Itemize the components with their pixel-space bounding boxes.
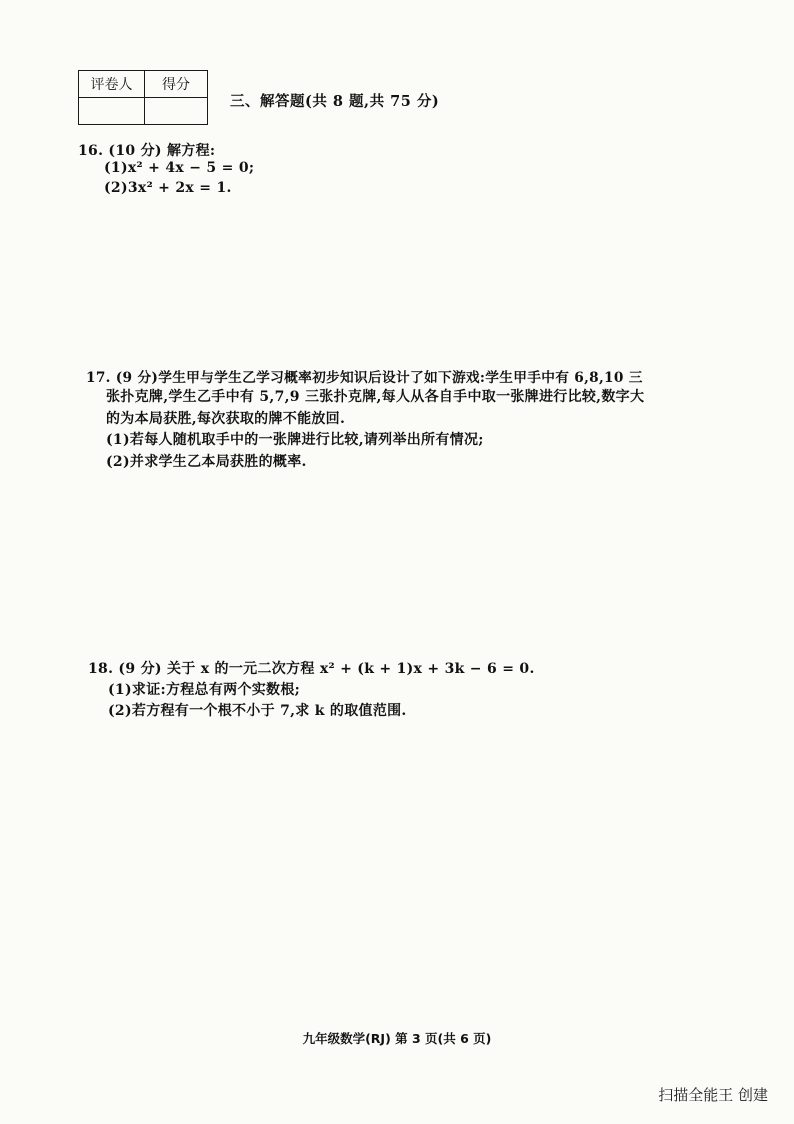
q17-line2: 张扑克牌,学生乙手中有 5,7,9 三张扑克牌,每人从各自手中取一张牌进行比较,数字大 <box>106 389 645 405</box>
page-footer: 九年级数学(RJ) 第 3 页(共 6 页) <box>302 1031 492 1046</box>
q17-line3: 的为本局获胜,每次获取的牌不能放回. <box>106 411 346 427</box>
scanner-watermark: 扫描全能王 创建 <box>658 1086 768 1104</box>
q17-line1: 17. (9 分)学生甲与学生乙学习概率初步知识后设计了如下游戏:学生甲手中有 6,8,10 三 <box>86 370 643 386</box>
q16-stem: 16. (10 分) 解方程: <box>78 143 216 159</box>
grader-label: 评卷人 <box>79 71 145 98</box>
score-label: 得分 <box>145 71 208 98</box>
q18-part1: (1)求证:方程总有两个实数根; <box>108 682 301 698</box>
q16-part1: (1)x² + 4x − 5 = 0; <box>104 160 255 176</box>
score-cell[interactable] <box>145 98 208 125</box>
q16-part2: (2)3x² + 2x = 1. <box>104 180 232 196</box>
q17-part2: (2)并求学生乙本局获胜的概率. <box>106 454 307 470</box>
section-title: 三、解答题(共 8 题,共 75 分) <box>230 93 440 110</box>
score-table <box>78 70 208 125</box>
q17-part1: (1)若每人随机取手中的一张牌进行比较,请列举出所有情况; <box>106 432 484 448</box>
q18-stem: 18. (9 分) 关于 x 的一元二次方程 x² + (k + 1)x + 3k − 6 = 0. <box>88 661 535 677</box>
grader-cell[interactable] <box>79 98 145 125</box>
q18-part2: (2)若方程有一个根不小于 7,求 k 的取值范围. <box>108 703 407 719</box>
